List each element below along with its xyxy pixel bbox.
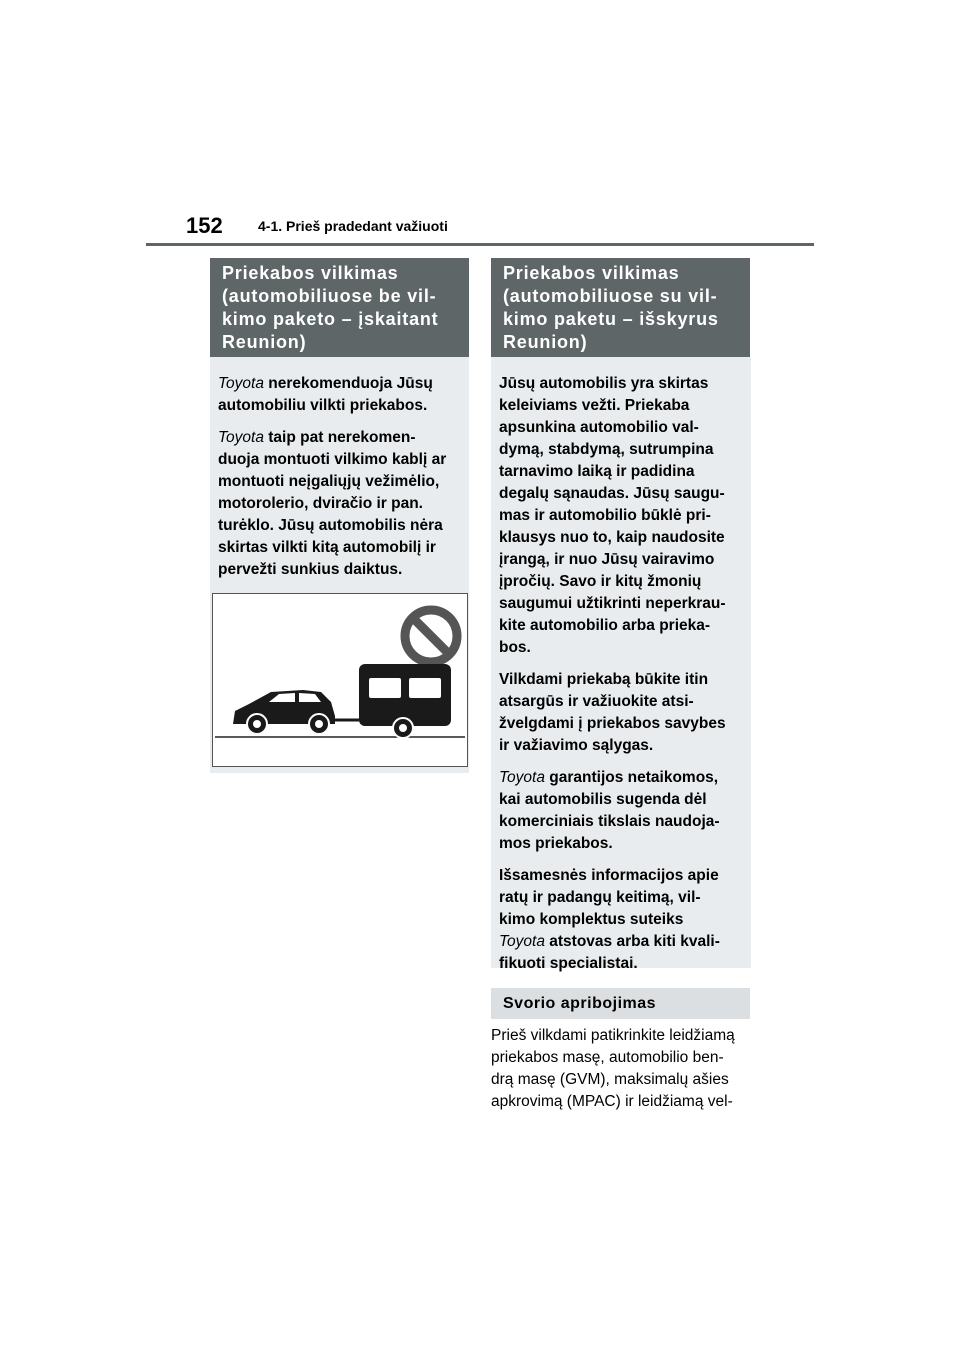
left-heading-line: kimo paketo – įskaitant xyxy=(222,309,439,329)
right-heading xyxy=(491,258,750,357)
left-heading-line: (automobiliuose be vil- xyxy=(222,286,437,306)
brand-name: Toyota xyxy=(499,769,545,786)
brand-name: Toyota xyxy=(218,375,264,392)
weight-limits-text: Prieš vilkdami patikrinkite leidžiamą priekabos masę, automobilio ben- drą masę (GVM), maksimalų ašies apkrovimą (MPAC) ir leidžiamą vel- xyxy=(491,1027,735,1110)
brand-name: Toyota xyxy=(499,933,545,950)
towing-prohibited-illustration xyxy=(212,593,468,767)
brand-name: Toyota xyxy=(218,429,264,446)
right-paragraph-2: Vilkdami priekabą būkite itin atsargūs ir važiuokite atsi- žvelgdami į priekabos savybes ir važiavimo sąlygas. xyxy=(499,671,726,754)
left-heading-line: Priekabos vilkimas xyxy=(222,263,399,283)
header-rule xyxy=(146,243,814,246)
right-heading-line: Reunion) xyxy=(503,332,588,352)
weight-limits-heading: Svorio apribojimas xyxy=(491,988,750,1019)
left-heading xyxy=(210,258,469,357)
no-towing-car-trailer-icon xyxy=(213,594,467,766)
right-paragraph-4: Išsamesnės informacijos apie ratų ir padangų keitimą, vil- kimo komplektus suteiks Toyota atstovas arba kiti kvali- fikuoti specialistai. xyxy=(499,867,720,972)
right-heading-line: Priekabos vilkimas xyxy=(503,263,680,283)
right-heading-line: (automobiliuose su vil- xyxy=(503,286,718,306)
left-paragraph-1: Toyota nerekomenduoja Jūsų automobiliu vilkti priekabos. xyxy=(218,375,433,414)
right-body xyxy=(491,357,751,972)
right-heading-line: kimo paketu – išskyrus xyxy=(503,309,719,329)
right-paragraph-1: Jūsų automobilis yra skirtas keleiviams vežti. Priekaba apsunkina automobilio val- dymą, stabdymą, sutrumpina tarnavimo laiką ir padidina degalų sąnaudas. Jūsų saugu- mas ir automobilio būklė pri- klausys nuo to, kaip naudosite įrangą, ir nuo Jūsų vairavimo įpročių. Savo ir kitų žmonių saugumui užtikrinti neperkrau- kite automobilio arba prieka- bos. xyxy=(499,375,726,656)
page-number: 152 xyxy=(186,213,223,238)
right-paragraph-3: Toyota garantijos netaikomos, kai automobilis sugenda dėl komerciniais tikslais naudoja- mos priekabos. xyxy=(499,769,720,852)
section-title: 4-1. Prieš pradedant važiuoti xyxy=(258,218,448,234)
left-heading-line: Reunion) xyxy=(222,332,307,352)
left-paragraph-2: Toyota taip pat nerekomen- duoja montuoti vilkimo kablį ar montuoti neįgaliųjų vežimėlio, motorolerio, dviračio ir pan. turėklo. Jūsų automobilis nėra skirtas vilkti kitą automobilį ir pervežti sunkius daiktus. xyxy=(218,429,447,578)
